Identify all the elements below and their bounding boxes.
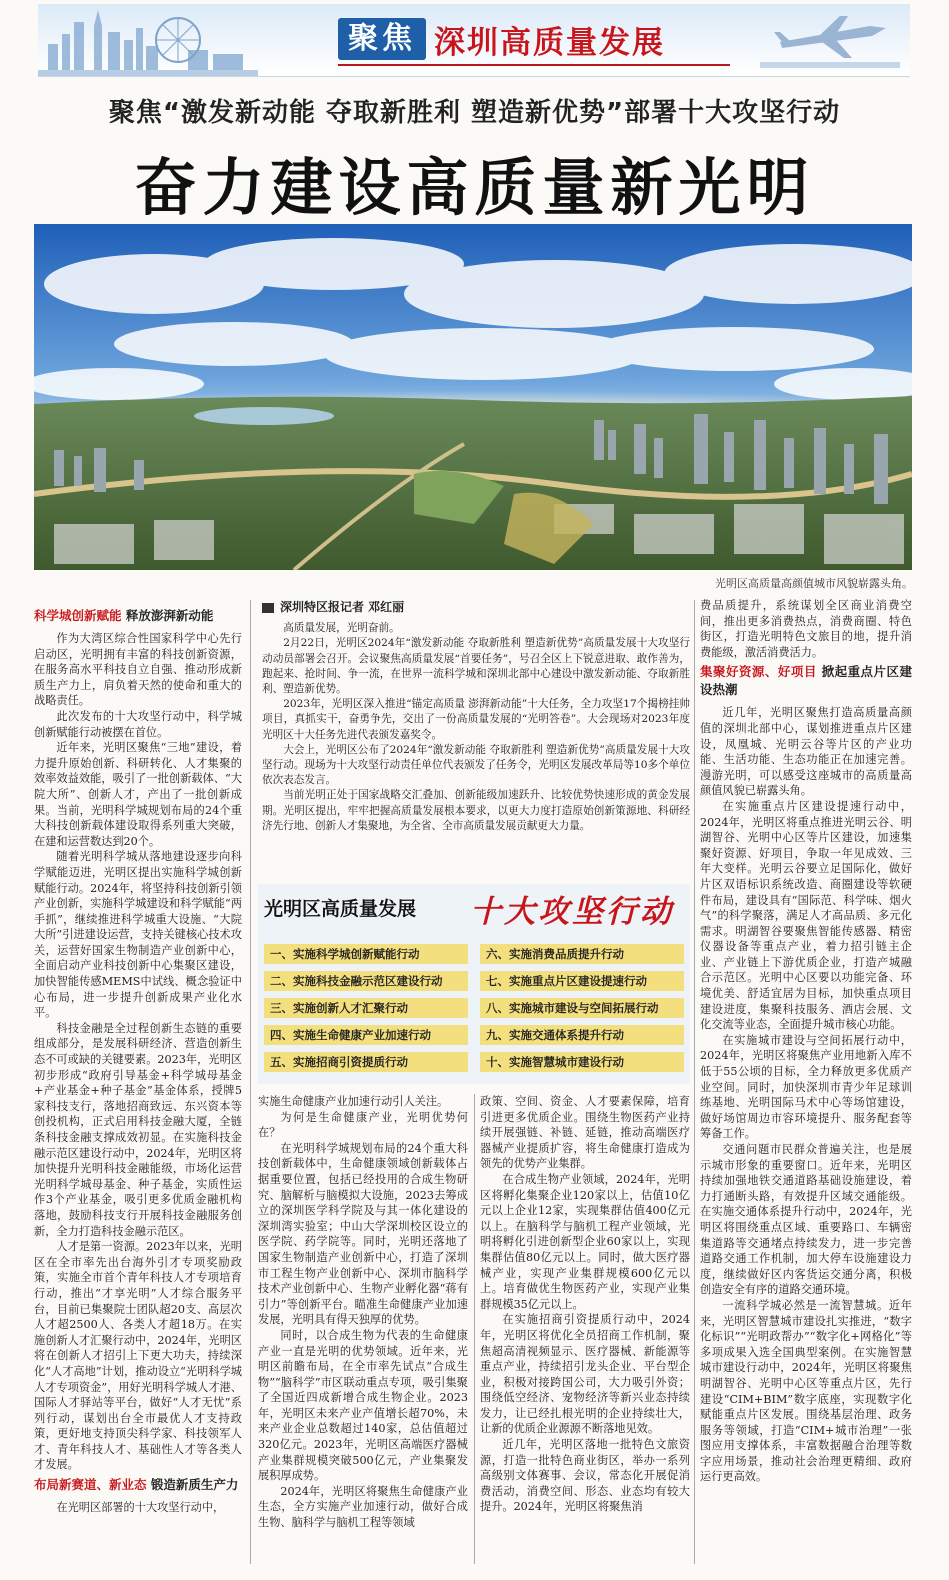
paragraph: 近年来，光明区聚焦“三地”建设，着力提升原始创新、科研转化、人才集聚的效率效益效能，吸引了一批创新载体、“大院大所”、创新人才，产出了一批创新成果。当前，光明科学城规划布局的24个重大科技创新载体建设取得系列重大突破，在建和运营数达到20个。 [34, 741, 242, 848]
paragraph: 实施生命健康产业加速行动引人关注。 [258, 1095, 449, 1108]
headline-subtitle: 聚焦“激发新动能 夺取新胜利 塑造新优势”部署十大攻坚行动 [108, 98, 841, 128]
paragraph: 当前光明正处于国家战略交汇叠加、创新能级加速跃升、比较优势快速形成的黄金发展期。光明区提出，牢牢把握高质量发展根本要求，以更大力度打造原始创新策源地、科研经济先行地、创新人才集聚地，为全省、全市高质量发展贡献更大力量。 [262, 789, 690, 832]
section-heading-red: 科学城创新赋能 [34, 608, 122, 623]
paragraph: 科技金融是全过程创新生态链的重要组成部分，是发展科研经济、营造创新生态不可或缺的关键要素。2023年，光明区初步形成“政府引导基金+科学城母基金+产业基金+种子基金”基金体系，授牌5家科技支行，落地招商致远、东兴资本等创投机构，正式启用科技金融大厦，全链条科技金融支撑成效初显。在实施科技金融示范区建设行动中，2024年，光明区将加快提升光明科技金融能级，市场化运营光明科学城母基金、种子基金，实质性运作3个产业基金，吸引更多优质金融机构落地，鼓励科技支行开展科技金融服务创新，全力打造科技金融示范区。 [34, 1021, 242, 1238]
paragraph: 作为大湾区综合性国家科学中心先行启动区，光明拥有丰富的科技创新资源，在服务高水平科技自立自强、推动形成新质生产力上，肩负着天然的使命和重大的战略责任。 [34, 632, 242, 708]
aerial-city-photo [34, 224, 912, 570]
paragraph: 在实施重点片区建设提速行动中，2024年，光明区将重点推进光明云谷、明湖智谷、光明中心区等片区建设，加速集聚好资源、好项目，争取一年见成效、三年大变样。光明云谷要立足国际化，做好片区双语标识系统改造、商圈建设等软硬件布局，建设具有“国际范、科学味、烟火气”的科学聚落，满足人才高品质、多元化需求。明湖智谷要聚焦智能传感器、精密仪器设备等重点产业，着力招引链主企业、产业链上下游优质企业，打造产城融合示范区。光明中心区要以功能完备、环境优美、舒适宜居为目标，加快重点项目建设进度，集聚科技服务、酒店会展、文化交流等业态，全面提升城市核心功能。 [700, 799, 912, 1032]
paragraph: 同时，以合成生物为代表的生命健康产业一直是光明的优势领域。近年来，光明区前瞻布局，在全市率先试点“合成生物”“脑科学”市区联动重点专项，吸引集聚了全国近四成新增合成生物企业。2023年，光明区未来产业产值增长超70%，未来产业企业总数超过140家，总估值超过320亿元。2023年，光明区高端医疗器械产业集群规模突破500亿元，产业集聚发展积厚成势。 [258, 1328, 468, 1483]
action-item: 二、实施科技金融示范区建设行动 [264, 971, 468, 991]
column-divider [250, 600, 251, 1564]
section-heading-black: 锻造新质生产力 [146, 1477, 239, 1493]
box-calligraphy-title: 十大攻坚行动 [470, 894, 674, 930]
action-item: 五、实施招商引资提质行动 [264, 1052, 468, 1072]
airplane-illustration [760, 8, 900, 68]
article-column-3 [258, 1094, 468, 1564]
section-heading-red: 集聚好资源、好项目 [700, 664, 817, 680]
section-heading-new-track [34, 1476, 242, 1494]
byline-text: 深圳特区报记者 邓红丽 [280, 600, 405, 614]
paragraph: 此次发布的十大攻坚行动中，科学城创新赋能行动被摆在首位。 [34, 709, 242, 739]
paragraph: 人才是第一资源。2023年以来，光明区在全市率先出台海外引才专项奖励政策，实施全市首个青年科技人才专项培育行动，推出“才享光明”人才综合服务平台，目前已集聚院士团队超20支、高层次人才超2500人、各类人才超18万。在实施创新人才汇聚行动中，2024年，光明区将在创新人才招引上下更大功夫，持续深化“人才高地”计划，推动设立“光明科学城人才专项资金”，用好光明科学城人才港、国际人才驿站等平台，做好“人才无忧”系列行动，谋划出台全市最优人才支持政策，更好地支持顶尖科学家、科技领军人才、青年科技人才、基础性人才等各类人才发展。 [34, 1240, 242, 1472]
paragraph: 近几年，光明区落地一批特色文旅资源，打造一批特色商业街区，举办一系列高级别文体赛事、会议，常态化开展促消费活动，消费空间、形态、业态均有较大提升。2024年，光明区将聚焦消 [480, 1438, 690, 1514]
box-title: 光明区高质量发展 [264, 898, 417, 920]
paragraph: 在合成生物产业领域，2024年，光明区将孵化集聚企业120家以上，估值10亿元以上企业12家，实现集群估值400亿元以上。在脑科学与脑机工程产业领域，光明将孵化引进创新型企业60家以上，实现集群估值80亿元以上。同时，做大医疗器械产业，实现产业集群规模600亿元以上。培育做优生物医药产业，实现产业集群规模35亿元以上。 [480, 1172, 690, 1311]
article-column-1 [34, 604, 242, 1564]
paragraph: 2024年，光明区将聚焦生命健康产业生态，全方实施产业加速行动，做好合成生物、脑科学与脑机工程等领域 [258, 1484, 468, 1530]
action-item: 七、实施重点片区建设提速行动 [480, 971, 684, 991]
column-divider [474, 1094, 475, 1564]
column-divider [694, 600, 695, 1564]
paragraph: 为何是生命健康产业，光明优势何在？ [258, 1110, 468, 1140]
paragraph: 随着光明科学城从落地建设逐步向科学赋能迈进，光明区提出实施科学城创新赋能行动。2024年，将坚持科技创新引领产业创新，实施科学城建设和科学赋能“两手抓”，继续推进科学城重大设施、“大院大所”引进建设运营，支持关键核心技术攻关，运营好国家生物制造产业创新中心，全面启动产业科技创新中心集聚区建设，加快智能传感MEMS中试线、概念验证中心布局，进一步提升创新成果产业化水平。 [34, 850, 242, 1020]
section-heading-black: 掀起重点片区建设热潮 [700, 664, 912, 698]
action-item: 三、实施创新人才汇聚行动 [264, 998, 468, 1018]
action-item: 一、实施科学城创新赋能行动 [264, 944, 468, 964]
banner-rule [338, 64, 730, 66]
lead-article [262, 600, 690, 880]
action-item: 八、实施城市建设与空间拓展行动 [480, 998, 684, 1018]
banner-title: 深圳高质量发展 [434, 24, 665, 61]
paragraph: 在实施招商引资提质行动中，2024年，光明区将优化全员招商工作机制，聚焦超高清视频显示、医疗器械、新能源等重点产业，持续招引龙头企业、平台型企业，积极对接跨国公司，大力吸引外资；围绕低空经济、宠物经济等新兴业态持续发力，让已经扎根光明的企业持续壮大，让新的优质企业源源不断落地见效。 [480, 1313, 690, 1436]
banner-heading [338, 16, 665, 62]
ten-actions-box [258, 884, 690, 1084]
paragraph: 在光明科学城规划布局的24个重大科技创新载体中，生命健康领域创新载体占据重要位置，包括已经投用的合成生物研究、脑解析与脑模拟大设施，2023去筹成立的深圳医学科学院及与其一体化建设的深圳湾实验室；中山大学深圳校区设立的医学院、药学院等。同时，光明还落地了国家生物制造产业创新中心，打造了深圳市工程生物产业创新中心、深圳市脑科学技术产业创新中心、生物产业孵化器“蒋有引力”等创新平台。瞄准生命健康产业加速发展，光明具有得天独厚的优势。 [258, 1141, 468, 1327]
section-heading-science-city [34, 607, 242, 625]
action-item: 四、实施生命健康产业加速行动 [264, 1025, 468, 1045]
photo-caption: 光明区高质量高颜值城市风貌崭露头角。 [715, 577, 913, 590]
paragraph: 费品质提升，系统谋划全区商业消费空间，推出更多消费热点，消费商圈、特色街区，打造光明特色文旅目的地，提升消费能级，激活消费活力。 [700, 599, 912, 659]
city-skyline-illustration [38, 4, 258, 76]
action-item: 十、实施智慧城市建设行动 [480, 1052, 684, 1072]
paragraph: 2月22日，光明区2024年“激发新动能 夺取新胜利 塑造新优势”高质量发展十大攻坚行动动员部署会召开。会议聚焦高质量发展“首要任务”，号召全区上下锐意进取、敢作善为，跑起来、抢时间、争一流，在世界一流科学城和深圳北部中心建设中激发新动能、夺取新胜利、塑造新优势。 [262, 637, 690, 696]
article-column-5 [700, 598, 912, 1564]
paragraph: 高质量发展，光明奋前。 [283, 622, 400, 635]
paragraph: 一流科学城必然是一流智慧城。近年来，光明区智慧城市建设扎实推进，“数字化标识”“光明政帮办”“数字化+网格化”等多项成果入选全国典型案例。在实施智慧城市建设行动中，2024年，光明区将聚焦明湖智谷、光明中心区等重点片区，先行建设“CIM+BIM”数字底座，实现数字化赋能重点片区发展。围绕基层治理、政务服务等领域，打造“CIM+城市治理”一张图应用支撑体系，丰富数据融合治理等数字应用场景，推动社会治理更精细、政府运行更高效。 [700, 1298, 912, 1484]
banner-tag: 聚焦 [338, 18, 426, 60]
section-heading-key-areas [700, 663, 912, 699]
paragraph: 在实施城市建设与空间拓展行动中，2024年，光明区将聚焦产业用地新入库不低于55公顷的目标，全力释放更多优质产业空间。同时，加快深圳市青少年足球训练基地、光明国际马术中心等场馆建设，做好场馆周边市容环境提升、服务配套等筹备工作。 [700, 1033, 912, 1141]
paragraph: 大会上，光明区公布了2024年“激发新动能 夺取新胜利 塑造新优势”高质量发展十大攻坚行动。现场为十大攻坚行动责任单位代表颁发了任务令，光明区发展改革局等10多个单位依次表态发言。 [262, 743, 690, 787]
article-column-4 [480, 1094, 690, 1564]
action-item: 六、实施消费品质提升行动 [480, 944, 684, 964]
paragraph: 交通问题市民群众普遍关注，也是展示城市形象的重要窗口。近年来，光明区持续加强地铁交通道路基础设施建设，着力打通断头路，有效提升区域交通能级。在实施交通体系提升行动中，2024年，光明区将围绕重点区域、重要路口、车辆密集道路等交通堵点持续发力，进一步完善道路交通工作机制，加大停车设施建设力度，继续做好区内客货运交通分离，积极创造安全有序的道路交通环境。 [700, 1143, 912, 1297]
paragraph: 政策、空间、资金、人才要素保障，培育引进更多优质企业。围绕生物医药产业持续开展强链、补链、延链，推动高端医疗器械产业提质扩容，将生命健康打造成为领先的优势产业集群。 [480, 1095, 690, 1171]
paragraph: 在光明区部署的十大攻坚行动中， [56, 1501, 225, 1515]
section-heading-black: 释放澎湃新动能 [121, 608, 214, 623]
byline-marker [262, 603, 274, 613]
byline [262, 600, 690, 615]
paragraph: 2023年，光明区深入推进“锚定高质量 澎湃新动能”十大任务，全力攻坚17个揭榜挂帅项目，真抓实干，奋勇争先，交出了一份高质量发展的“光明答卷”。大会现场对2023年度光明区十大任务先进代表颁发嘉奖令。 [262, 698, 690, 741]
section-heading-red: 布局新赛道、新业态 [34, 1477, 147, 1493]
action-item: 九、实施交通体系提升行动 [480, 1025, 684, 1045]
action-list [264, 944, 684, 1072]
headline-title: 奋力建设高质量新光明 [134, 151, 815, 224]
paragraph: 近几年，光明区聚焦打造高质量高颜值的深圳北部中心，谋划推进重点片区建设，凤凰城、光明云谷等片区的产业功能、生活功能、生态功能正在加速完善。漫游光明，可以感受这座城市的高质量高颜值风貌已崭露头角。 [700, 706, 912, 798]
section-banner [38, 4, 910, 77]
